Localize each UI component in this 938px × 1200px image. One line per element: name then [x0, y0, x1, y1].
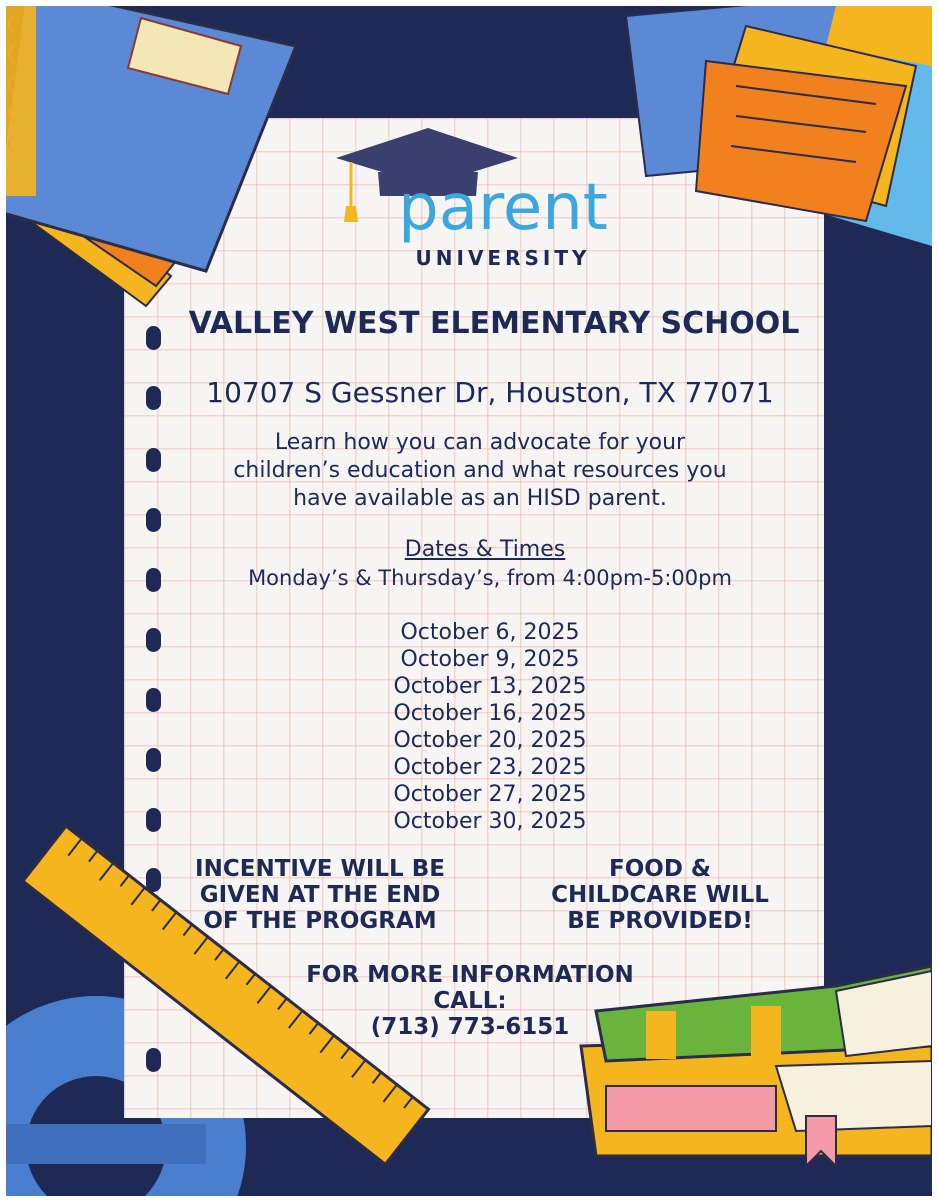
date-item: October 20, 2025	[393, 728, 587, 753]
schedule-days-time: Monday’s & Thursday’s, from 4:00pm-5:00pm	[248, 566, 732, 590]
description-line: Learn how you can advocate for your	[274, 430, 686, 455]
date-item: October 27, 2025	[393, 782, 587, 807]
address: 10707 S Gessner Dr, Houston, TX 77071	[206, 376, 774, 409]
incentive-line: GIVEN AT THE END	[199, 882, 441, 908]
date-item: October 13, 2025	[393, 674, 587, 699]
date-item: October 9, 2025	[400, 647, 580, 672]
date-item: October 30, 2025	[393, 809, 587, 834]
date-item: October 16, 2025	[393, 701, 587, 726]
description-line: have available as an HISD parent.	[293, 486, 667, 511]
food-line: FOOD &	[609, 856, 711, 882]
school-name: VALLEY WEST ELEMENTARY SCHOOL	[188, 306, 800, 341]
contact-line: FOR MORE INFORMATION	[306, 962, 634, 988]
date-item: October 6, 2025	[400, 620, 580, 645]
logo-wordmark: parent	[398, 171, 608, 245]
food-line: CHILDCARE WILL	[551, 882, 769, 908]
food-line: BE PROVIDED!	[567, 908, 753, 934]
date-item: October 23, 2025	[393, 755, 587, 780]
logo-subtitle: UNIVERSITY	[415, 246, 591, 270]
incentive-line: INCENTIVE WILL BE	[195, 856, 445, 882]
schedule-heading: Dates & Times	[404, 537, 566, 562]
incentive-line: OF THE PROGRAM	[203, 908, 437, 934]
description-line: children’s education and what resources you	[233, 458, 727, 483]
phone-number: (713) 773-6151	[370, 1014, 570, 1040]
contact-line: CALL:	[433, 988, 507, 1014]
